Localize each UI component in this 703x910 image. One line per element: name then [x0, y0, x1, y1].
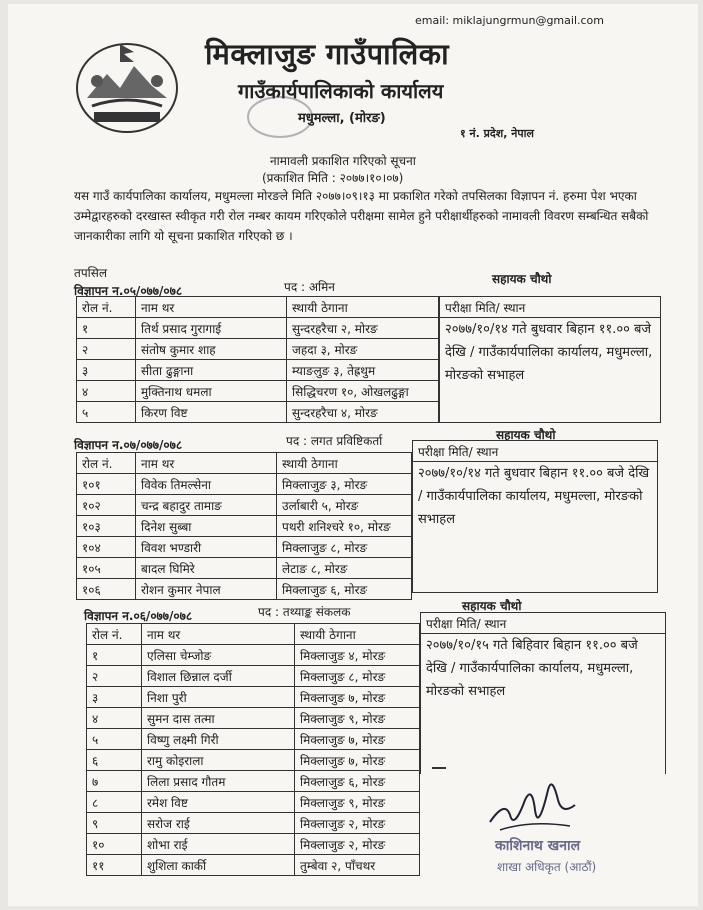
notice-date: (प्रकाशित मिति : २०७७।१०।०७) [262, 171, 404, 185]
cell-name: विवेक तिमल्सेना [136, 474, 277, 495]
advertisement-number: विज्ञापन न.०७/०७७/०७८ [74, 438, 183, 452]
cell-address: सिद्धिचरण १०, ओखलढुङ्गा [287, 381, 439, 402]
table-row [77, 318, 439, 339]
cell-address: सुन्दरहरैचा ४, मोरङ [287, 402, 439, 423]
exam-table-data-entry [412, 440, 658, 593]
table-row [87, 771, 420, 792]
cell-name: शोभा राई [142, 834, 295, 855]
notice-heading: नामावली प्रकाशित गरिएको सूचना [270, 154, 416, 168]
exam-table-amin [439, 296, 661, 423]
table-row [87, 687, 420, 708]
cell-roll: ३ [77, 360, 136, 381]
cell-roll: ५ [87, 729, 142, 750]
advertisement-number: विज्ञापन न.०६/०७७/०७८ [84, 609, 193, 623]
cell-roll: १०५ [77, 558, 136, 579]
cell-address: म्याङलुङ ३, तेह्रथुम [287, 360, 439, 381]
post-level: सहायक चौथो [496, 428, 556, 442]
cell-name: लिला प्रसाद गौतम [142, 771, 295, 792]
cell-roll: ३ [87, 687, 142, 708]
cell-address: मिक्लाजुङ २, मोरङ [295, 813, 420, 834]
table-row [77, 579, 412, 600]
table-row [87, 813, 420, 834]
cell-roll: ११ [87, 855, 142, 876]
post-level: सहायक चौथो [462, 599, 522, 613]
table-row [77, 339, 439, 360]
cell-roll: १०४ [77, 537, 136, 558]
table-row [77, 474, 412, 495]
cell-name: सरोज राई [142, 813, 295, 834]
table-row [87, 792, 420, 813]
exam-info: २०७७/१०/१४ गते बुधवार बिहान ११.०० बजे देखि / गाउँकार्यपालिका कार्यालय, मधुमल्ला, मोरङको सभाहल [418, 466, 650, 527]
cell-name: विवश भण्डारी [136, 537, 277, 558]
cell-address: मिक्लाजुङ ९, मोरङ [295, 792, 420, 813]
cell-roll: १ [87, 645, 142, 666]
candidate-table-data-entry [76, 452, 412, 600]
table-row [87, 855, 420, 876]
cell-roll: १० [87, 834, 142, 855]
cell-name: चन्द्र बहादुर तामाङ [136, 495, 277, 516]
cell-name: निशा पुरी [142, 687, 295, 708]
cell-address: मिक्लाजुङ ४, मोरङ [295, 645, 420, 666]
cell-roll: ७ [87, 771, 142, 792]
table-row [87, 750, 420, 771]
post-name: पद : तथ्याङ्क संकलक [258, 605, 351, 619]
col-name: नाम थर [136, 297, 287, 318]
exam-table-data-collector [420, 612, 666, 774]
cell-name: दिनेश सुब्बा [136, 516, 277, 537]
cell-name: मुक्तिनाथ धमला [136, 381, 287, 402]
table-header-row [77, 453, 412, 474]
col-name: नाम थर [142, 624, 295, 645]
exam-info: २०७७/१०/१५ गते बिहिवार बिहान ११.०० बजे देखि / गाउँकार्यपालिका कार्यालय, मधुमल्ला, मोरङको सभाहल [426, 638, 638, 699]
col-address: स्थायी ठेगाना [277, 453, 412, 474]
cell-roll: १०३ [77, 516, 136, 537]
nepal-emblem-icon [72, 36, 182, 136]
cell-name: सुमन दास तत्मा [142, 708, 295, 729]
cell-roll: १०६ [77, 579, 136, 600]
cell-roll: ६ [87, 750, 142, 771]
table-header-row [87, 624, 420, 645]
cell-name: रमेश विष्ट [142, 792, 295, 813]
table-row [87, 729, 420, 750]
table-row [77, 402, 439, 423]
cell-name: तिर्थ प्रसाद गुरागाई [136, 318, 287, 339]
col-name: नाम थर [136, 453, 277, 474]
post-name: पद : अमिन [284, 280, 335, 294]
cell-address: मिक्लाजुङ २, मोरङ [295, 834, 420, 855]
table-row [87, 645, 420, 666]
col-roll: रोल नं. [77, 297, 136, 318]
email-text: email: miklajungrmun@gmail.com [415, 14, 604, 27]
col-address: स्थायी ठेगाना [287, 297, 439, 318]
cell-roll: ५ [77, 402, 136, 423]
cell-address: पथरी शनिश्चरे १०, मोरङ [277, 516, 412, 537]
cell-roll: १०२ [77, 495, 136, 516]
table-header-row [77, 297, 439, 318]
exam-info: २०७७/१०/१४ गते बुधवार बिहान ११.०० बजे देखि / गाउँकार्यपालिका कार्यालय, मधुमल्ला, मोरङको सभाहल [445, 322, 653, 383]
cell-address: मिक्लाजुङ ८, मोरङ [277, 537, 412, 558]
cell-roll: ४ [87, 708, 142, 729]
cell-address: मिक्लाजुङ ७, मोरङ [295, 729, 420, 750]
advertisement-number: विज्ञापन न.०५/०७७/०७८ [74, 284, 183, 298]
cell-address: मिक्लाजुङ ९, मोरङ [295, 708, 420, 729]
col-address: स्थायी ठेगाना [295, 624, 420, 645]
cell-name: सीता ढुङ्गाना [136, 360, 287, 381]
cell-address: लेटाङ ८, मोरङ [277, 558, 412, 579]
office-title: गाउँकार्यपालिकाको कार्यालय [238, 79, 444, 103]
cell-roll: २ [87, 666, 142, 687]
col-exam: परीक्षा मिति/ स्थान [413, 441, 658, 462]
cell-name: रामु कोइराला [142, 750, 295, 771]
cell-name: विष्णु लक्ष्मी गिरी [142, 729, 295, 750]
cell-address: मिक्लाजुङ ७, मोरङ [295, 687, 420, 708]
col-exam: परीक्षा मिति/ स्थान [440, 297, 661, 318]
cell-name: बादल घिमिरे [136, 558, 277, 579]
cell-roll: १०१ [77, 474, 136, 495]
cell-roll: ४ [77, 381, 136, 402]
cell-address: जहदा ३, मोरङ [287, 339, 439, 360]
notice-paragraph: यस गाउँ कार्यपालिका कार्यालय, मधुमल्ला मोरङले मिति २०७७।०९।१३ मा प्रकाशित गरेको तपसिलका विज्ञापन नं. हरुमा पेश भएका उम्मेद्वारहरुको दरखास्त स्वीकृत गरी रोल नम्बर कायम गरिएकोले परीक्षमा सामेल हुने परीक्षार्थीहरुको नामावली विवरण सम्बन्धित सबैको जानकारीका लागि यो सूचना प्रकाशित गरिएको छ । [74, 189, 649, 243]
cell-name: किरण विष्ट [136, 402, 287, 423]
table-row [77, 495, 412, 516]
signatory-name: काशिनाथ खनाल [495, 838, 581, 854]
table-row [77, 516, 412, 537]
candidate-table-amin [76, 296, 439, 423]
table-row [77, 381, 439, 402]
cell-address: सुन्दरहरैचा २, मोरङ [287, 318, 439, 339]
col-roll: रोल नं. [87, 624, 142, 645]
office-address: मधुमल्ला, (मोरङ) [298, 111, 386, 126]
cell-name: एलिसा चेम्जोङ [142, 645, 295, 666]
post-name: पद : लगत प्रविष्टिकर्ता [286, 434, 383, 448]
municipality-title: मिक्लाजुङ गाउँपालिका [205, 37, 450, 71]
table-row [77, 558, 412, 579]
signatory-title: शाखा अधिकृत (आठौं) [497, 860, 597, 874]
cell-name: संतोष कुमार शाह [136, 339, 287, 360]
tapsil-label: तपसिल [74, 266, 108, 280]
cell-roll: ९ [87, 813, 142, 834]
table-row [87, 708, 420, 729]
cell-address: उर्लाबारी ५, मोरङ [277, 495, 412, 516]
table-row [77, 537, 412, 558]
cell-address: तुम्बेवा २, पाँचथर [295, 855, 420, 876]
candidate-table-data-collector [86, 623, 420, 876]
post-level: सहायक चौथो [492, 272, 552, 286]
cell-roll: ८ [87, 792, 142, 813]
cell-name: शुशिला कार्की [142, 855, 295, 876]
cell-address: मिक्लाजुङ ७, मोरङ [295, 750, 420, 771]
col-roll: रोल नं. [77, 453, 136, 474]
cell-roll: १ [77, 318, 136, 339]
cell-address: मिक्लाजुङ ६, मोरङ [277, 579, 412, 600]
cell-address: मिक्लाजुङ ८, मोरङ [295, 666, 420, 687]
col-exam: परीक्षा मिति/ स्थान [421, 613, 666, 634]
cell-address: मिक्लाजुङ ६, मोरङ [295, 771, 420, 792]
table-row [87, 666, 420, 687]
cell-roll: २ [77, 339, 136, 360]
dash-mark [432, 767, 446, 769]
cell-name: विशाल छिन्नाल दर्जी [142, 666, 295, 687]
table-row [87, 834, 420, 855]
cell-name: रोशन कुमार नेपाल [136, 579, 277, 600]
table-row [77, 360, 439, 381]
province-text: १ नं. प्रदेश, नेपाल [460, 127, 534, 140]
cell-address: मिक्लाजुङ ३, मोरङ [277, 474, 412, 495]
signature-icon [480, 760, 580, 840]
